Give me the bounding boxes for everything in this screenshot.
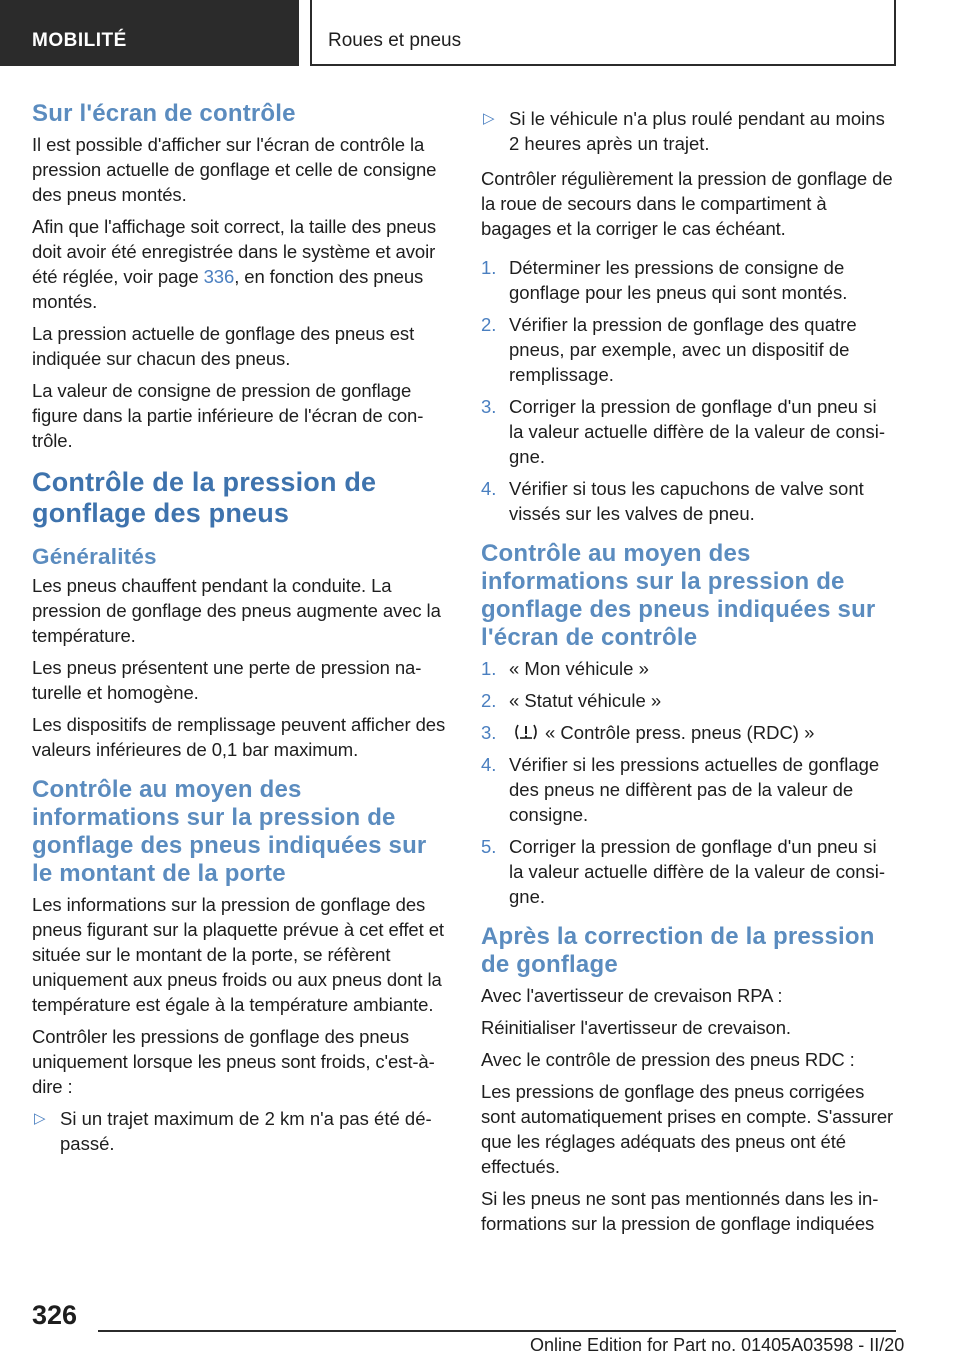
paragraph: Avec le contrôle de pression des pneus RDC : bbox=[481, 1049, 855, 1070]
triangle-bullet-icon: ▷ bbox=[483, 110, 495, 127]
step-list-menu bbox=[481, 656, 895, 909]
page-header bbox=[0, 0, 960, 66]
list-item: 4. Vérifier si les pressions actuelles de gonflage des pneus ne diffèrent pas de la valeur de consigne. bbox=[481, 754, 880, 825]
heading-door-pillar-info: Contrôle au moyen des informations sur la pression de gonflage des pneus indiquées sur le montant de la porte bbox=[32, 776, 427, 887]
bullet-item: ▷ Si le véhicule n'a plus roulé pendant au moins 2 heures après un trajet. bbox=[483, 108, 885, 154]
chapter-title: Roues et pneus bbox=[310, 0, 896, 66]
list-item: 2. Vérifier la pression de gonflage des quatre pneus, par exemple, avec un dispositif de remplissage. bbox=[481, 314, 857, 385]
edition-note: Online Edition for Part no. 01405A03598 - II/20 bbox=[530, 1335, 905, 1355]
paragraph: La valeur de consigne de pression de gonflage figure dans la partie inférieure de l'écran de contrôle. bbox=[32, 380, 424, 451]
heading-screen-info: Contrôle au moyen des informations sur la pression de gonflage des pneus indiquées sur l'écran de contrôle bbox=[481, 540, 876, 651]
list-item: 1. Déterminer les pressions de consigne de gonflage pour les pneus qui sont montés. bbox=[481, 257, 848, 303]
list-item: 2. « Statut véhicule » bbox=[481, 690, 662, 711]
paragraph: Contrôler régulièrement la pression de gonflage de la roue de secours dans le compartiment à bagages et la corriger le cas échéant. bbox=[481, 168, 893, 239]
tire-pressure-warning-icon bbox=[513, 723, 539, 741]
list-item: 3. Corriger la pression de gonflage d'un pneu si la valeur actuelle diffère de la valeur de consigne. bbox=[481, 396, 886, 467]
step-list-check bbox=[481, 255, 895, 526]
triangle-bullet-icon: ▷ bbox=[34, 1110, 46, 1127]
paragraph: Avec l'avertisseur de crevaison RPA : bbox=[481, 985, 783, 1006]
heading-pressure-check: Contrôle de la pression de gonflage des pneus bbox=[32, 467, 377, 528]
left-column bbox=[32, 100, 446, 1166]
page-number: 326 bbox=[32, 1300, 78, 1330]
paragraph: Les informations sur la pression de gonflage des pneus figurant sur la plaquette prévue à cet effet et située sur le montant de la porte, se réfèrent uniquement aux pneus froids ou aux pneus dont la température est égale à la température ambiante. bbox=[32, 894, 444, 1015]
heading-control-screen: Sur l'écran de contrôle bbox=[32, 100, 296, 127]
right-column bbox=[481, 100, 895, 1243]
list-item: 1. « Mon véhicule » bbox=[481, 658, 649, 679]
heading-general: Généralités bbox=[32, 544, 157, 569]
list-item: 5. Corriger la pression de gonflage d'un pneu si la valeur actuelle diffère de la valeur de consigne. bbox=[481, 836, 886, 907]
list-item: 4. Vérifier si tous les capuchons de valve sont vissés sur les valves de pneu. bbox=[481, 478, 864, 524]
paragraph: Si les pneus ne sont pas mentionnés dans les informations sur la pression de gonflage indiquées bbox=[481, 1188, 879, 1234]
paragraph: Il est possible d'afficher sur l'écran de contrôle la pression actuelle de gonflage et celle de consigne des pneus montés. bbox=[32, 134, 437, 205]
paragraph: Les pneus présentent une perte de pression naturelle et homogène. bbox=[32, 657, 422, 703]
paragraph: Les pneus chauffent pendant la conduite. La pression de gonflage des pneus augmente avec la température. bbox=[32, 575, 441, 646]
section-tab: MOBILITÉ bbox=[0, 0, 299, 66]
paragraph-with-link: Afin que l'affichage soit correct, la taille des pneus doit avoir été enregistrée dans le système et avoir été réglée, voir page 336, en fonction des pneus montés. bbox=[32, 216, 437, 312]
list-item: 3. « Contrôle press. pneus (RDC) » bbox=[481, 722, 815, 743]
paragraph: La pression actuelle de gonflage des pneus est indiquée sur chacun des pneus. bbox=[32, 323, 415, 369]
paragraph: Contrôler les pressions de gonflage des pneus uniquement lorsque les pneus sont froids, c'est-à-dire : bbox=[32, 1026, 435, 1097]
heading-after-correction: Après la correction de la pression de gonflage bbox=[481, 923, 875, 978]
page-reference-link[interactable]: 336 bbox=[203, 266, 235, 287]
bullet-item: ▷ Si un trajet maximum de 2 km n'a pas été dépassé. bbox=[34, 1108, 432, 1154]
paragraph: Réinitialiser l'avertisseur de crevaison. bbox=[481, 1017, 791, 1038]
paragraph: Les dispositifs de remplissage peuvent afficher des valeurs inférieures de 0,1 bar maximum. bbox=[32, 714, 446, 760]
paragraph: Les pressions de gonflage des pneus corrigées sont automatiquement prises en compte. S'assurer que les réglages adéquats des pneus ont été effectués. bbox=[481, 1081, 894, 1177]
footer-divider bbox=[98, 1330, 896, 1332]
